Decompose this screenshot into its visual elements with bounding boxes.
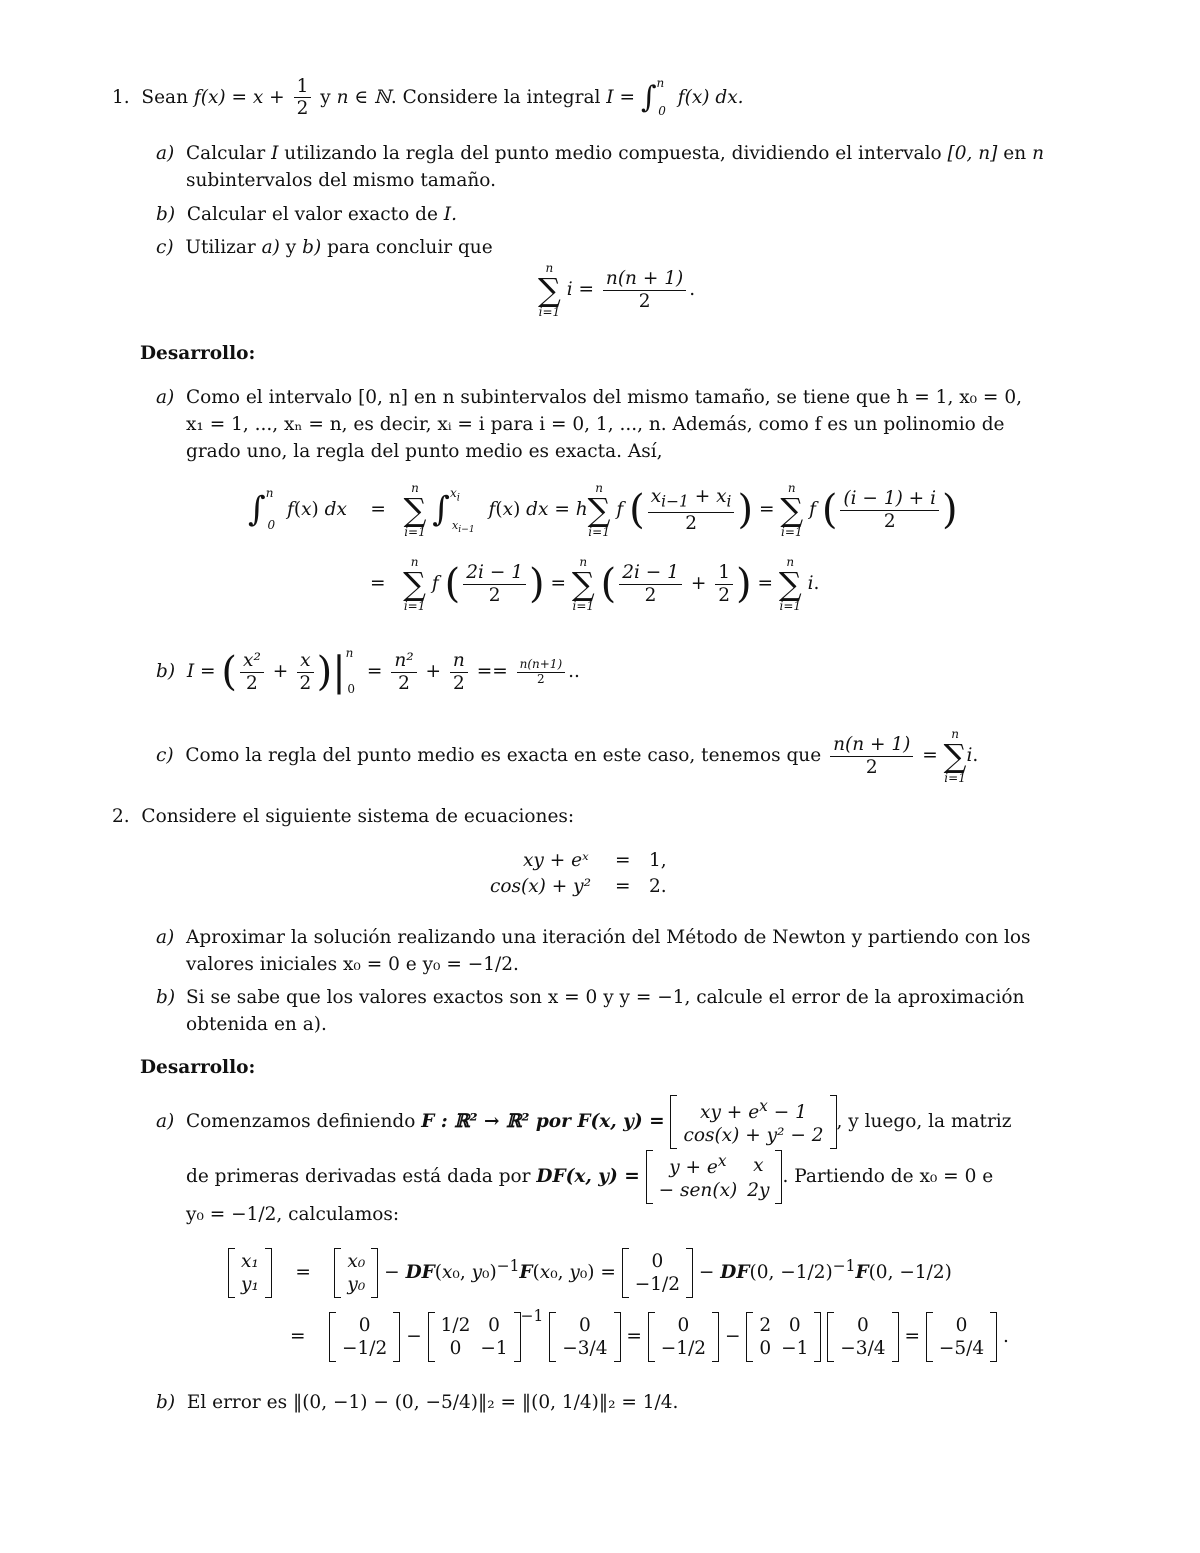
derivation-line-2: = n ∑ i=1 f ( $\frac{2i - 1}{2}$ ) = n ∑ i=1 ( $\frac{2i - 1}{2}$ + $\frac{1}{2}$ ) = n ∑ i=1 i. — [370, 555, 820, 613]
dev-1a-line1: Como el intervalo [0, n] en n subintervalos del mismo tamaño, se tiene que h = 1, x₀ = 0, — [186, 387, 1022, 408]
item-2b-line2: obtenida en a). — [186, 1014, 327, 1035]
problem-number: 1. — [112, 86, 130, 108]
item-1b: b) Calcular el valor exacto de I. — [156, 204, 457, 225]
item-2b: b) — [156, 987, 176, 1008]
desarrollo-heading-2: Desarrollo: — [140, 1057, 256, 1078]
dev-1c: c) Como la regla del punto medio es exacta en este caso, tenemos que $\frac{n(n + 1)}{2}$ = n ∑ i=1 i. — [156, 727, 979, 785]
dev-2a-line1: a) Comenzamos definiendo F : ℝ² → ℝ² por F(x, y) = xy + $e^x - 1$ cos(x) + y² − 2 , y luego, la matriz — [156, 1095, 1011, 1149]
dev-1a-label: a) — [156, 387, 175, 408]
item-2a-line1: Aproximar la solución realizando una iteración del Método de Newton y partiendo con los — [186, 927, 1031, 948]
dev-1b: b) I = ( $\frac{\text{x²}}{2}$ + $\frac{x}{2}$ )$|^n_0$ = $\frac{\text{n²}}{2}$ + $\frac{n}{2}$ == $\frac{n(n+1)}{2}$ .. — [156, 646, 580, 696]
sum-identity: n ∑ i=1 i = $\frac{n(n + 1)}{2}$ . — [538, 261, 696, 319]
item-2a: a) — [156, 927, 175, 948]
item-1a-cont: subintervalos del mismo tamaño. — [186, 170, 496, 191]
problem-2-statement: 2. Considere el siguiente sistema de ecuaciones: — [112, 806, 575, 827]
item-2a-line2: valores iniciales x₀ = 0 e y₀ = −1/2. — [186, 954, 519, 975]
item-1c: c) Utilizar a) y b) para concluir que — [156, 237, 493, 258]
dev-2b: b) El error es ‖(0, −1) − (0, −5/4)‖₂ = ‖(0, 1/4)‖₂ = 1/4. — [156, 1392, 679, 1413]
dev-1a-line2: x₁ = 1, ..., xₙ = n, es decir, xᵢ = i para i = 0, 1, ..., n. Además, como f es un polinomio de — [186, 414, 1005, 435]
derivation-line-1: ∫$^n_0$ f(x) dx = n ∑ i=1 ∫$^{x_i}_{x_{i-1}}$ f(x) dx = h n ∑ i=1 f ( $\frac{x_{i-1} + x_i}{2}$ ) = n ∑ i=1 f ( $\frac{(i - 1) + i}{2}$ ) — [248, 481, 958, 539]
dev-2a-line2: de primeras derivadas está dada por DF(x, y) = $y + e^x$ x − sen(x) 2y . Partiendo de x₀ = 0 e — [186, 1150, 993, 1204]
item-2b-line1: Si se sabe que los valores exactos son x = 0 y y = −1, calcule el error de la aproximación — [186, 987, 1025, 1008]
dev-1a-line3: grado uno, la regla del punto medio es exacta. Así, — [186, 441, 663, 462]
desarrollo-heading-1: Desarrollo: — [140, 343, 256, 364]
problem-1-statement: 1. Sean f(x) = x + $\frac{1}{2}$ y n ∈ ℕ. Considere la integral I = ∫$^n_0$ f(x) dx. — [112, 76, 744, 120]
problem-number: 2. — [112, 806, 130, 827]
item-1a: a) Calcular I utilizando la regla del punto medio compuesta, dividiendo el intervalo [0, n] en n — [156, 143, 1044, 164]
dev-2a-line3: y₀ = −1/2, calculamos: — [186, 1204, 400, 1225]
newton-step-line-2: = 0 −1/2 − 1/2 0 0 −1 $^{-1}$ 0 −3/4 = 0 −1/2 − 2 0 0 −1 0 −3/4 = 0 −5/4 . — [290, 1312, 1009, 1362]
newton-step-line-1: x₁ y₁ = x₀ y₀ − DF(x₀, y₀)$^{-1}$F(x₀, y₀) = 0 −1/2 − DF(0, −1/2)$^{-1}$F(0, −1/2) — [228, 1248, 952, 1298]
